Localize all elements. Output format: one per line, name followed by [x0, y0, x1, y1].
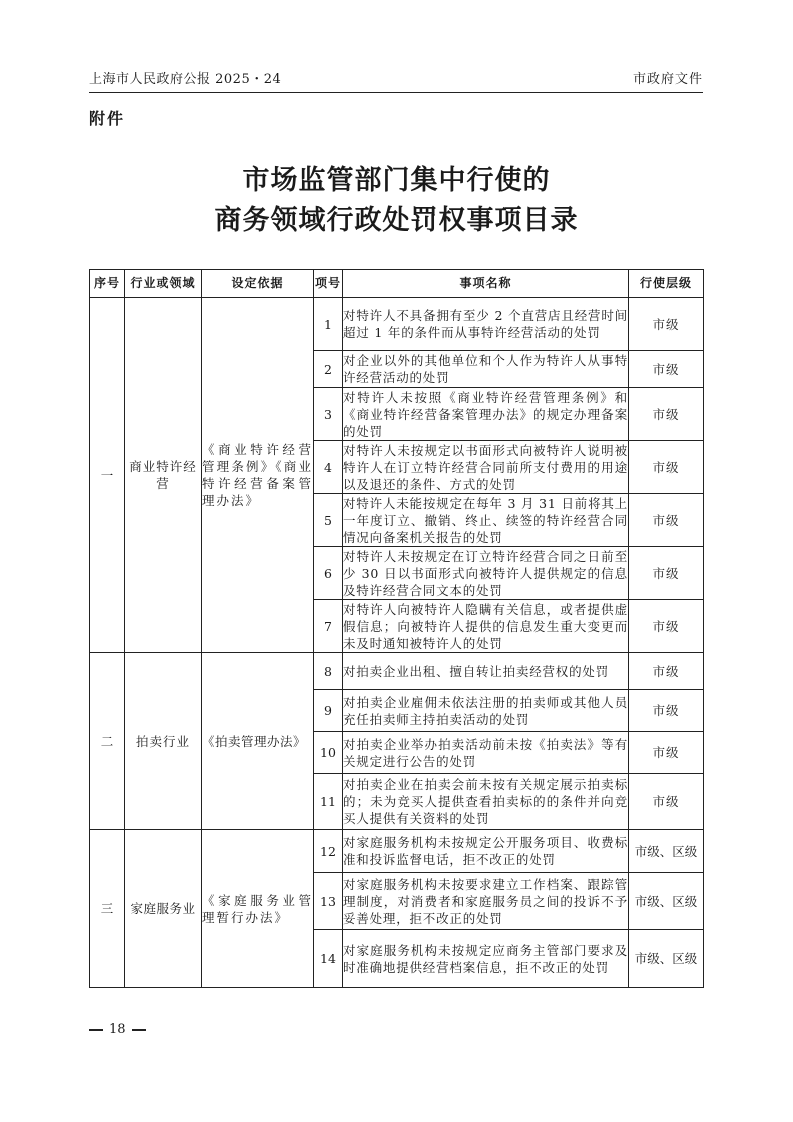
- item-no: 7: [314, 600, 343, 653]
- item-no: 11: [314, 774, 343, 830]
- group-field: 商业特许经营: [125, 298, 202, 653]
- table-row: [90, 830, 704, 873]
- item-level: 市级: [629, 690, 704, 732]
- item-no: 9: [314, 690, 343, 732]
- item-no: 3: [314, 388, 343, 441]
- section-name: 市政府文件: [632, 72, 703, 87]
- item-name: 对家庭服务机构未按要求建立工作档案、跟踪管理制度，对消费者和家庭服务员之间的投诉不予妥善处理，拒不改正的处罚: [343, 873, 629, 930]
- item-no: 4: [314, 441, 343, 494]
- item-no: 12: [314, 830, 343, 873]
- item-name: 对拍卖企业举办拍卖活动前未按《拍卖法》等有关规定进行公告的处罚: [343, 732, 629, 774]
- footer-dash-left: [89, 1029, 103, 1031]
- column-header-level: 行使层级: [629, 270, 704, 298]
- group-basis: 《商业特许经营管理条例》《商业特许经营备案管理办法》: [202, 298, 314, 653]
- item-level: 市级: [629, 774, 704, 830]
- column-header-field: 行业或领域: [125, 270, 202, 298]
- item-level: 市级、区级: [629, 873, 704, 930]
- item-level: 市级: [629, 441, 704, 494]
- item-name: 对拍卖企业雇佣未依法注册的拍卖师或其他人员充任拍卖师主持拍卖活动的处罚: [343, 690, 629, 732]
- item-no: 6: [314, 547, 343, 600]
- item-name: 对特许人向被特许人隐瞒有关信息，或者提供虚假信息；向被特许人提供的信息发生重大变更而未及时通知被特许人的处罚: [343, 601, 628, 651]
- table-row: [90, 298, 704, 351]
- item-level: 市级、区级: [629, 830, 704, 873]
- item-name: 对特许人未能按规定在每年 3 月 31 日前将其上一年度订立、撤销、终止、续签的特许经营合同情况向备案机关报告的处罚: [343, 495, 628, 545]
- column-header-basis: 设定依据: [202, 270, 314, 298]
- attachment-label: 附件: [89, 109, 126, 128]
- group-basis: 《拍卖管理办法》: [202, 653, 314, 830]
- page-number: 18: [109, 1022, 126, 1037]
- item-name: 对拍卖企业出租、擅自转让拍卖经营权的处罚: [343, 653, 629, 690]
- document-title-line1: 市场监管部门集中行使的: [242, 165, 551, 196]
- item-name: 对特许人未按规定以书面形式向被特许人说明被特许人在订立特许经营合同前所支付费用的用途以及退还的条件、方式的处罚: [343, 442, 628, 492]
- group-seq: 一: [90, 298, 125, 653]
- group-field: 拍卖行业: [125, 653, 202, 830]
- item-no: 5: [314, 494, 343, 547]
- document-title-line2: 商务领域行政处罚权事项目录: [214, 205, 579, 236]
- item-level: 市级: [629, 388, 704, 441]
- item-level: 市级: [629, 653, 704, 690]
- group-seq: 二: [90, 653, 125, 830]
- item-level: 市级: [629, 547, 704, 600]
- group-field: 家庭服务业: [125, 830, 202, 988]
- item-no: 8: [314, 653, 343, 690]
- group-basis: 《家庭服务业管理暂行办法》: [202, 830, 314, 988]
- publication-name: 上海市人民政府公报 2025・24: [89, 72, 282, 87]
- table-header-row: [90, 270, 704, 298]
- item-no: 13: [314, 873, 343, 930]
- column-header-item-no: 项号: [314, 270, 343, 298]
- item-level: 市级: [629, 732, 704, 774]
- item-no: 10: [314, 732, 343, 774]
- column-header-item-name: 事项名称: [343, 270, 629, 298]
- item-no: 1: [314, 298, 343, 351]
- item-name: 对特许人未按规定在订立特许经营合同之日前至少 30 日以书面形式向被特许人提供规定的信息及特许经营合同文本的处罚: [343, 548, 628, 598]
- item-level: 市级: [629, 494, 704, 547]
- item-name: 对家庭服务机构未按规定公开服务项目、收费标准和投诉监督电话，拒不改正的处罚: [343, 830, 629, 873]
- penalty-items-table: [89, 269, 704, 988]
- item-name: 对企业以外的其他单位和个人作为特许人从事特许经营活动的处罚: [343, 351, 629, 388]
- item-level: 市级: [629, 298, 704, 351]
- item-level: 市级: [629, 351, 704, 388]
- item-no: 14: [314, 930, 343, 988]
- column-header-seq: 序号: [90, 270, 125, 298]
- group-seq: 三: [90, 830, 125, 988]
- item-name: 对拍卖企业在拍卖会前未按有关规定展示拍卖标的；未为竞买人提供查看拍卖标的的条件并向竞买人提供有关资料的处罚: [343, 774, 629, 830]
- item-no: 2: [314, 351, 343, 388]
- table-row: [90, 653, 704, 690]
- item-level: 市级: [629, 600, 704, 653]
- page-header: [89, 66, 703, 93]
- item-name: 对家庭服务机构未按规定应商务主管部门要求及时准确地提供经营档案信息，拒不改正的处罚: [343, 930, 629, 988]
- item-name: 对特许人未按照《商业特许经营管理条例》和《商业特许经营备案管理办法》的规定办理备案的处罚: [343, 389, 628, 439]
- item-level: 市级、区级: [629, 930, 704, 988]
- page-footer: [89, 1022, 152, 1037]
- item-name: 对特许人不具备拥有至少 2 个直营店且经营时间超过 1 年的条件而从事特许经营活动的处罚: [343, 298, 629, 351]
- footer-dash-right: [132, 1029, 146, 1031]
